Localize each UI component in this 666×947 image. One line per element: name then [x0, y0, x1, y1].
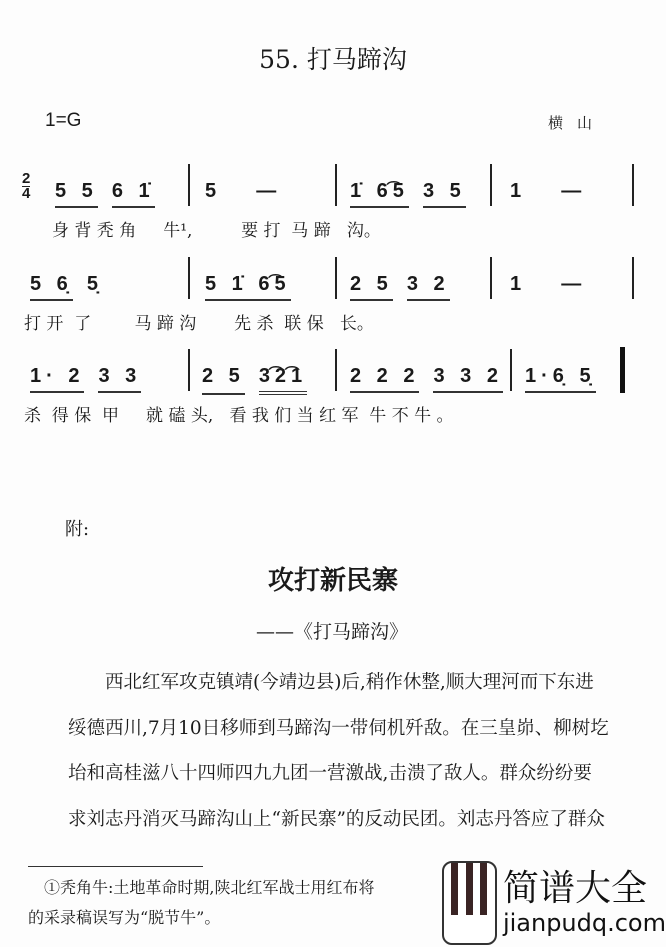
note-group: 3 3 — [98, 365, 141, 393]
note-group: 3 3 2 — [433, 365, 502, 393]
time-signature — [22, 172, 30, 201]
final-barline — [620, 347, 625, 393]
note-group: 1̇ 6͡5 — [350, 180, 409, 208]
song-region: 横山 — [548, 114, 607, 132]
song-title: 55. 打马蹄沟 — [259, 45, 407, 74]
article-body — [68, 660, 648, 842]
note-group: 5 6̣ — [30, 273, 73, 301]
lyrics: 身 背 秃 角 牛¹, 要 打 马 蹄 沟。 — [52, 221, 381, 241]
barline — [490, 257, 492, 299]
piano-icon — [442, 861, 497, 945]
note-group: — — [540, 180, 587, 202]
paragraph-line: 绥德西川,7月10日移师到马蹄沟一带伺机歼敌。在三皇峁、柳树圪 — [68, 717, 609, 739]
article-subtitle: ——《打马蹄沟》 — [256, 621, 409, 643]
note-group: 2 2 2 — [350, 365, 419, 393]
barline — [335, 257, 337, 299]
lyrics: 打 开 了 马 蹄 沟 先 杀 联 保 长。 — [24, 314, 374, 334]
barline — [188, 349, 190, 391]
note-group: 5 — [205, 180, 222, 202]
footnote-divider — [28, 866, 203, 867]
time-signature-top: 2 — [22, 170, 31, 187]
measure — [525, 365, 596, 393]
barline — [335, 349, 337, 391]
note-group: 6 1̇ — [112, 180, 155, 208]
score-line — [20, 170, 646, 260]
note-group: 1 — [510, 273, 527, 295]
note-group: 3͡2͡1 — [259, 365, 307, 395]
barline — [188, 257, 190, 299]
barline — [632, 257, 634, 299]
note-group: 5 1̇ 6͡5 — [205, 273, 291, 301]
score-line — [20, 273, 646, 353]
barline — [490, 164, 492, 206]
footnote-line: 的采录稿误写为“脱节牛”。 — [28, 908, 221, 927]
barline — [188, 164, 190, 206]
note-group: — — [235, 180, 282, 202]
watermark-en: jianpudq.com — [502, 908, 666, 937]
note-group: 3 5 — [423, 180, 466, 208]
time-signature-bottom: 4 — [22, 185, 31, 202]
measure — [350, 180, 466, 208]
note-group: 1·6̣ 5̣ — [525, 365, 596, 393]
measure — [202, 365, 307, 395]
footnote — [28, 873, 374, 933]
note-group: 3 2 — [407, 273, 450, 301]
note-group: 2 5 — [202, 365, 245, 395]
measure — [350, 365, 503, 393]
measure — [510, 180, 586, 206]
note-group: 1 — [510, 180, 527, 202]
paragraph-line: 求刘志丹消灭马蹄沟山上“新民寨”的反动民团。刘志丹答应了群众 — [68, 808, 605, 830]
note-group: 1· 2 — [30, 365, 84, 393]
watermark-cn: 简谱大全 — [502, 867, 647, 909]
measure — [205, 273, 291, 301]
footnote-line: ①秃角牛:土地革命时期,陕北红军战士用红布将 — [28, 878, 375, 897]
note-group: — — [540, 273, 587, 295]
note-group: 5 5 — [55, 180, 98, 208]
barline — [510, 349, 512, 391]
paragraph-line: 坮和高桂滋八十四师四九九团一营激战,击溃了敌人。群众纷纷要 — [68, 763, 592, 784]
key-signature: 1=G — [45, 110, 82, 131]
measure — [205, 180, 281, 206]
barline — [335, 164, 337, 206]
measure — [30, 365, 141, 393]
barline — [632, 164, 634, 206]
article-title: 攻打新民寨 — [267, 566, 398, 596]
paragraph-line: 西北红军攻克镇靖(今靖边县)后,稍作休整,顺大理河而下东进 — [68, 672, 594, 693]
watermark-logo — [442, 858, 666, 947]
note-group: 2 5 — [350, 273, 393, 301]
measure — [350, 273, 450, 301]
note-group: 5̣ — [86, 273, 103, 295]
measure — [510, 273, 586, 299]
measure — [30, 273, 103, 301]
appendix-label: 附: — [65, 519, 90, 540]
measure — [55, 180, 155, 208]
score-line — [20, 365, 646, 445]
lyrics: 杀 得 保 甲 就 磕 头, 看 我 们 当 红 军 牛 不 牛 。 — [24, 406, 454, 426]
